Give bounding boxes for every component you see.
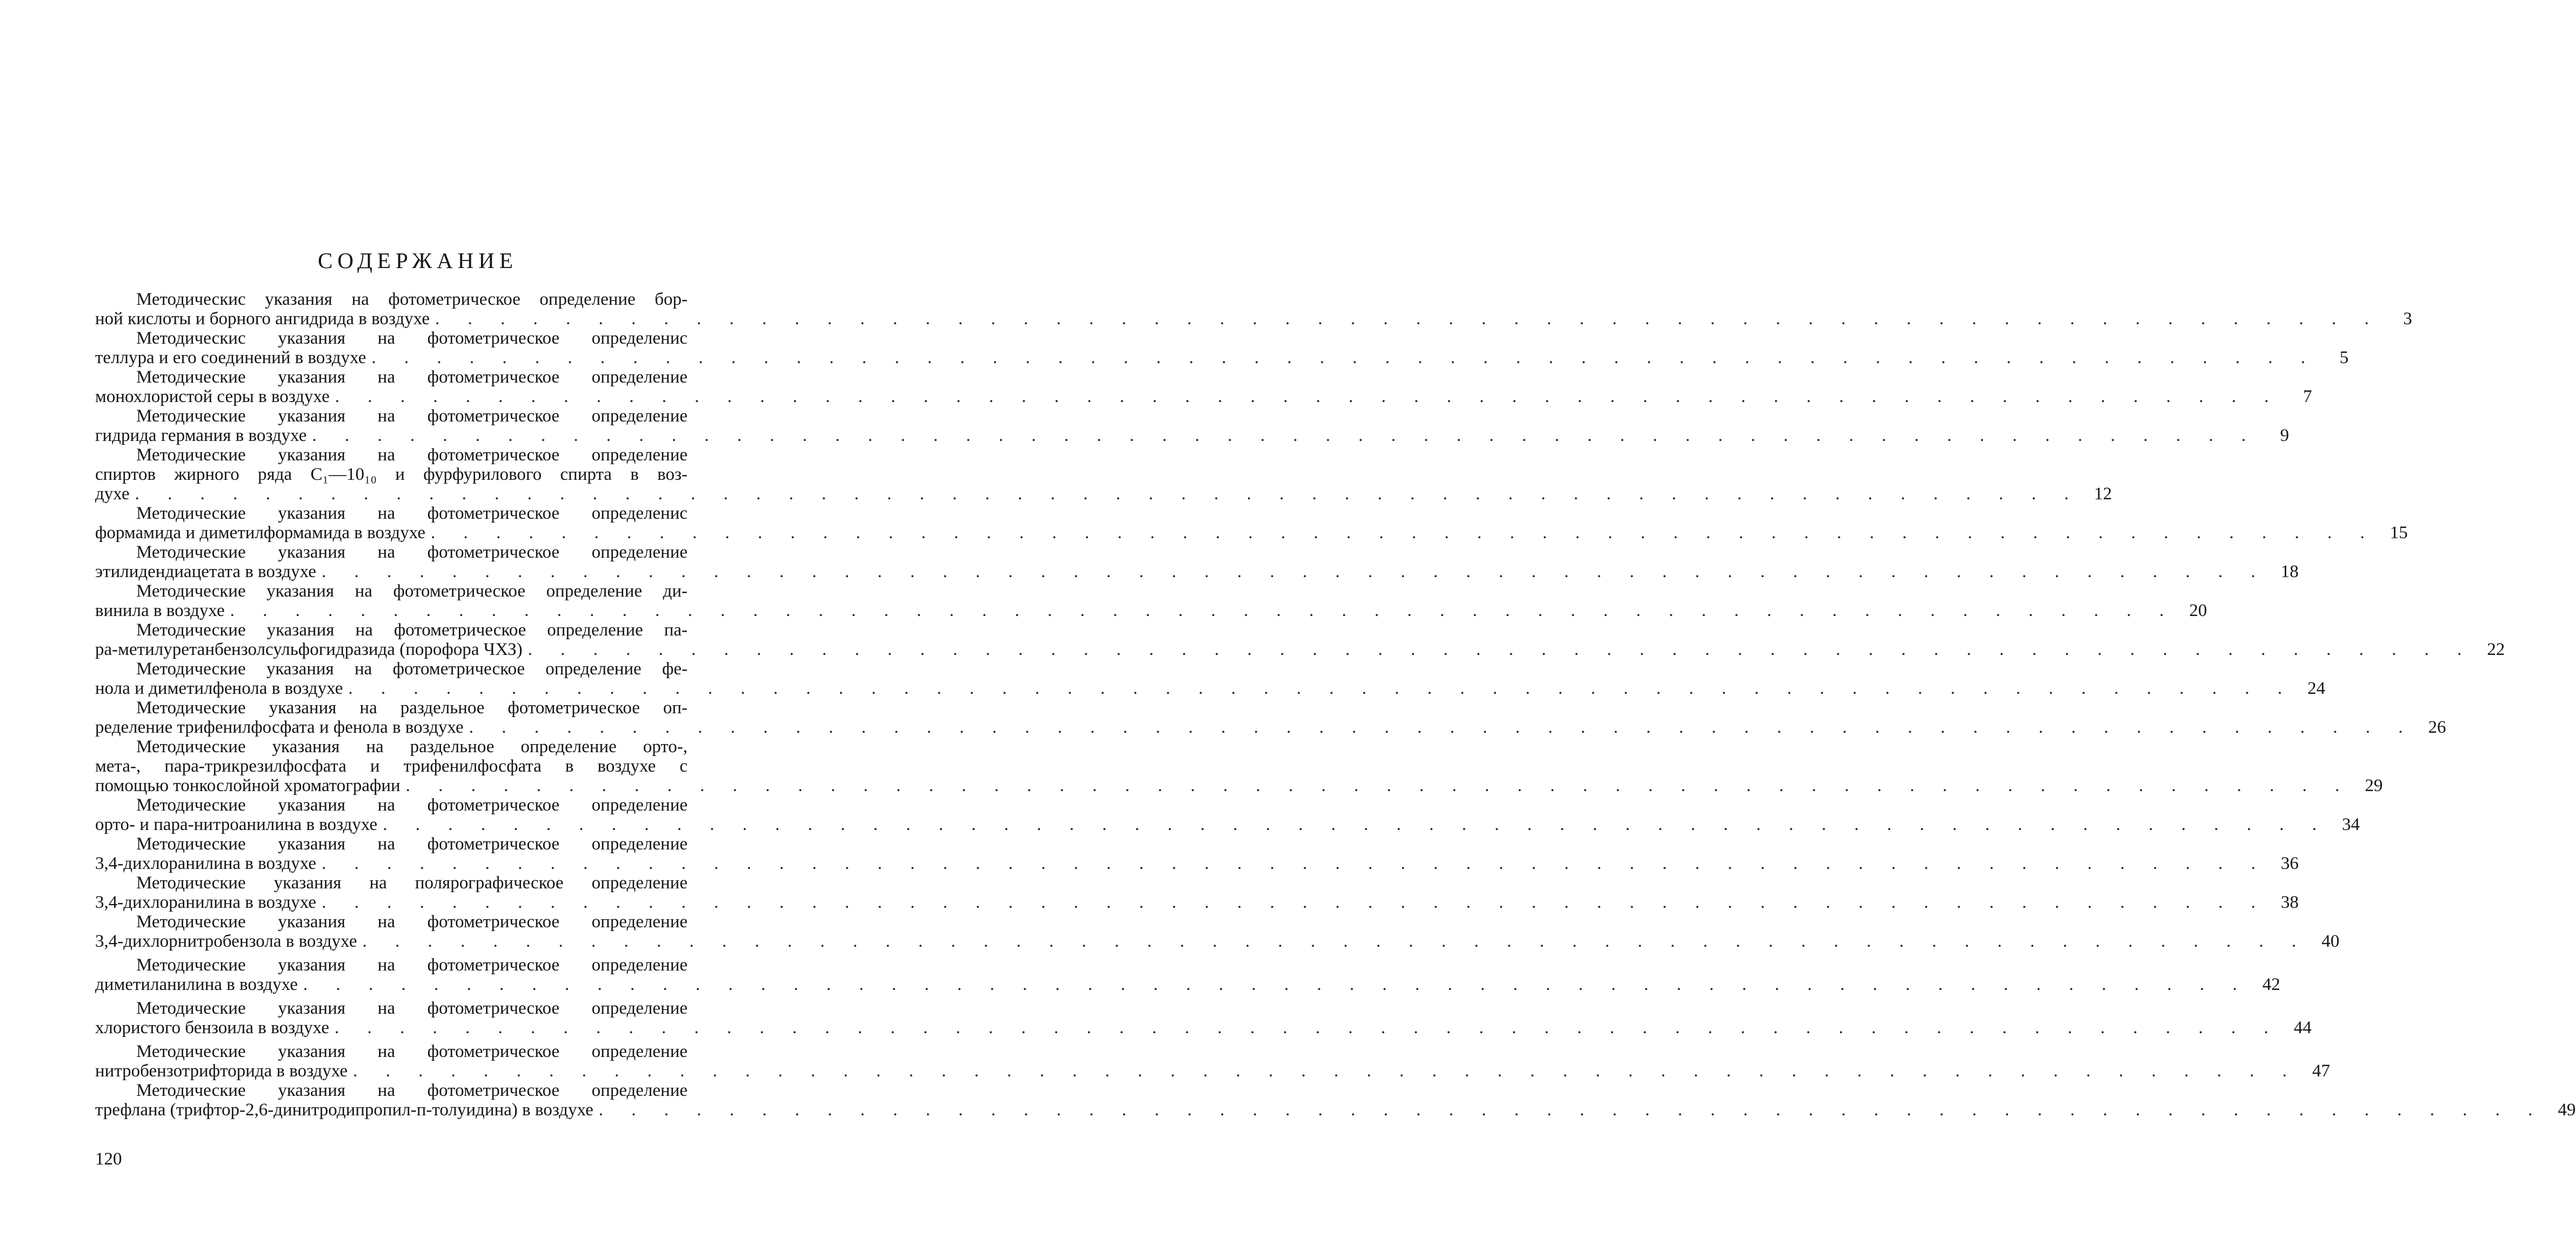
toc-entry-line: Методические указания на фотометрическое определение	[136, 406, 688, 426]
toc-entry	[95, 581, 2207, 620]
toc-page-number: 3	[2403, 309, 2412, 329]
toc-page-number: 40	[2321, 932, 2340, 951]
toc-entry-line: Методические указания на фотометрическое определение	[136, 445, 688, 465]
dot-leader: . . . . . . . . . . . . . . . . . . . . . . . . . . . . . . . . . . . . . . . . . . . . . . . . . . . . . . . . . . . .	[435, 309, 2381, 329]
dot-leader: . . . . . . . . . . . . . . . . . . . . . . . . . . . . . . . . . . . . . . . . . . . . . . . . . . . . . . . . . . . .	[431, 523, 2377, 543]
toc-entry	[95, 834, 2299, 873]
dot-leader: . . . . . . . . . . . . . . . . . . . . . . . . . . . . . . . . . . . . . . . . . . . . . . . . . . . . . . . . . . . .	[321, 562, 2267, 581]
dot-leader: . . . . . . . . . . . . . . . . . . . . . . . . . . . . . . . . . . . . . . . . . . . . . . . . . . . . . . . . . . . .	[528, 640, 2474, 659]
toc-entry-line: теллура и его соединений в воздухе	[95, 348, 366, 367]
toc-entry-line: Методические указания на фотометрическое определение	[136, 795, 688, 815]
dot-leader: . . . . . . . . . . . . . . . . . . . . . . . . . . . . . . . . . . . . . . . . . . . . . . . . . . . . . . . . . . . .	[383, 815, 2328, 834]
toc-entry	[95, 406, 2290, 445]
toc-entry-line: Методические указания на раздельное определение орто-,	[136, 737, 688, 757]
toc-entry	[95, 1081, 2576, 1120]
toc-entry	[95, 329, 2349, 367]
toc-entry-line: 3,4-дихлорнитробензола в воздухе	[95, 932, 357, 951]
toc-entry-last-line	[95, 679, 2326, 698]
toc-entry-line: помощью тонкослойной хроматографии	[95, 776, 401, 795]
toc-entry-line: Методические указания на фотометрическое определение	[136, 1081, 688, 1100]
toc-entry-line: Методические указания на фотометрическое определение	[136, 367, 688, 387]
toc-entry	[95, 1042, 2330, 1081]
toc-entry-line: Методические указания на фотометрическое определенис	[136, 504, 688, 523]
toc-entry-line: нола и диметилфенола в воздухе	[95, 679, 343, 698]
toc-entry	[95, 659, 2326, 698]
toc-page-number: 12	[2094, 484, 2112, 504]
toc-entry-line: мета-, пара-трикрезилфосфата и трифенилфосфата в воздухе с	[95, 757, 688, 776]
dot-leader: . . . . . . . . . . . . . . . . . . . . . . . . . . . . . . . . . . . . . . . . . . . . . . . . . . . . . . . . . . . .	[371, 348, 2318, 367]
toc-page-number: 22	[2487, 640, 2505, 659]
toc-entry-last-line	[95, 387, 2312, 406]
page-number: 120	[95, 1149, 122, 1169]
toc-entry	[95, 873, 2299, 912]
toc-entry	[95, 367, 2312, 406]
toc-entry-line: духе	[95, 484, 130, 504]
dot-leader: . . . . . . . . . . . . . . . . . . . . . . . . . . . . . . . . . . . . . . . . . . . . . . . . . . . . . . . . . . . .	[362, 932, 2308, 951]
toc-page-number: 44	[2293, 1018, 2312, 1038]
toc-entry-line: Методические указания на фотометрическое определение па-	[136, 620, 688, 640]
toc-page-number: 38	[2280, 893, 2299, 912]
toc-page-number: 24	[2307, 679, 2326, 698]
toc-entry-last-line	[95, 640, 2505, 659]
toc-page-number: 20	[2189, 601, 2207, 620]
toc-entry-last-line	[95, 1061, 2330, 1081]
toc-page-number: 36	[2280, 854, 2299, 873]
toc-entry-line: Методические указания на фотометрическое определение	[136, 955, 688, 975]
toc-page-number: 34	[2341, 815, 2360, 834]
toc-entry-line: Методические указания на раздельное фотометрическое оп-	[136, 698, 688, 718]
toc-entry-line: ределение трифенилфосфата и фенола в воздухе	[95, 718, 464, 737]
dot-leader: . . . . . . . . . . . . . . . . . . . . . . . . . . . . . . . . . . . . . . . . . . . . . . . . . . . . . . . . . . . .	[469, 718, 2415, 737]
toc-entry-last-line	[95, 1100, 2576, 1120]
toc-entry-line: диметиланилина в воздухе	[95, 975, 298, 994]
toc-page-number: 9	[2280, 426, 2290, 445]
dot-leader: . . . . . . . . . . . . . . . . . . . . . . . . . . . . . . . . . . . . . . . . . . . . . . . . . . . . . . . . . . . .	[322, 893, 2267, 912]
toc-entry-line: Методические указания на фотометрическое определение	[136, 834, 688, 854]
toc-entry-line: спиртов жирного ряда C₁—10₁₀ и фурфурилового спирта в воз-	[95, 465, 688, 484]
page-title: СОДЕРЖАНИЕ	[318, 248, 518, 273]
toc-entry	[95, 737, 2383, 795]
toc-entry-last-line	[95, 854, 2299, 873]
toc-page-number: 15	[2390, 523, 2408, 543]
toc-entry	[95, 955, 2280, 994]
toc-entry-last-line	[95, 975, 2280, 994]
dot-leader: . . . . . . . . . . . . . . . . . . . . . . . . . . . . . . . . . . . . . . . . . . . . . . . . . . . . . . . . . . . .	[303, 975, 2249, 994]
toc-entry-line: Методические указания на фотометрическое определение	[136, 999, 688, 1018]
toc-entry-last-line	[95, 523, 2408, 543]
toc-entry-line: Методические указания на фотометрическое определение	[136, 543, 688, 562]
toc-entry-line: 3,4-дихлоранилина в воздухе	[95, 854, 317, 873]
toc-entry	[95, 543, 2299, 581]
toc-entry	[95, 912, 2340, 951]
toc-entry-line: хлористого бензоила в воздухе	[95, 1018, 329, 1038]
toc-entry-line: нитробензотрифторида в воздухе	[95, 1061, 348, 1081]
toc-entry-line: формамида и диметилформамида в воздухе	[95, 523, 426, 543]
dot-leader: . . . . . . . . . . . . . . . . . . . . . . . . . . . . . . . . . . . . . . . . . . . . . . . . . . . . . . . . . . . .	[598, 1100, 2545, 1120]
toc-entry-line: Методическис указания на фотометрическое определенис	[136, 329, 688, 348]
dot-leader: . . . . . . . . . . . . . . . . . . . . . . . . . . . . . . . . . . . . . . . . . . . . . . . . . . . . . . . . . . . .	[312, 426, 2258, 445]
toc-entry-last-line	[95, 601, 2207, 620]
toc-entry-last-line	[95, 932, 2340, 951]
toc-entry	[95, 445, 2112, 504]
toc-page-number: 29	[2365, 776, 2383, 795]
toc-page-number: 47	[2312, 1061, 2330, 1081]
toc-entry	[95, 698, 2446, 737]
toc-entry-line: винила в воздухе	[95, 601, 225, 620]
toc-entry	[95, 620, 2505, 659]
toc-page-number: 5	[2339, 348, 2349, 367]
toc-entry-line: орто- и пара-нитроанилина в воздухе	[95, 815, 378, 834]
dot-leader: . . . . . . . . . . . . . . . . . . . . . . . . . . . . . . . . . . . . . . . . . . . . . . . . . . . . . . . . . . . .	[335, 387, 2281, 406]
toc-entry-line: 3,4-дихлоранилина в воздухе	[95, 893, 317, 912]
dot-leader: . . . . . . . . . . . . . . . . . . . . . . . . . . . . . . . . . . . . . . . . . . . . . . . . . . . . . . . . . . . .	[353, 1061, 2299, 1081]
toc-entry-line: трефлана (трифтор-2,6-динитродипропил-п-толуидина) в воздухе	[95, 1100, 593, 1120]
dot-leader: . . . . . . . . . . . . . . . . . . . . . . . . . . . . . . . . . . . . . . . . . . . . . . . . . . . . . . . . . . . .	[322, 854, 2267, 873]
toc-entry-last-line	[95, 1018, 2312, 1038]
toc-entry-last-line	[95, 484, 2112, 504]
toc-entry	[95, 999, 2312, 1038]
dot-leader: . . . . . . . . . . . . . . . . . . . . . . . . . . . . . . . . . . . . . . . . . . . . . . . . . . . . . . . . . . . .	[230, 601, 2176, 620]
toc-entry-last-line	[95, 348, 2349, 367]
toc-entry-last-line	[95, 309, 2412, 329]
toc-page-number: 42	[2262, 975, 2280, 994]
toc-entry	[95, 504, 2408, 543]
toc-entry-line: ной кислоты и борного ангидрида в воздухе	[95, 309, 430, 329]
dot-leader: . . . . . . . . . . . . . . . . . . . . . . . . . . . . . . . . . . . . . . . . . . . . . . . . . . . . . . . . . . . .	[135, 484, 2081, 504]
toc-entry-line: Методические указания на фотометрическое определение фе-	[136, 659, 688, 679]
toc-entry-line: гидрида германия в воздухе	[95, 426, 307, 445]
dot-leader: . . . . . . . . . . . . . . . . . . . . . . . . . . . . . . . . . . . . . . . . . . . . . . . . . . . . . . . . . . . .	[335, 1018, 2280, 1038]
toc-entry-last-line	[95, 426, 2290, 445]
toc-entry-last-line	[95, 718, 2446, 737]
toc-entry-line: ра-метилуретанбензолсульфогидразида (пoрофора ЧХЗ)	[95, 640, 523, 659]
toc-entry-line: Методические указания на фотометрическое определение	[136, 1042, 688, 1061]
toc-entry-last-line	[95, 776, 2383, 795]
toc-entry	[95, 290, 2412, 329]
toc-entry-line: этилидендиацетата в воздухе	[95, 562, 316, 581]
toc-entry-line: Методическис указания на фотометрическое определение бор-	[136, 290, 688, 309]
toc-page-number: 49	[2558, 1100, 2576, 1120]
toc-entry-line: монохлористой серы в воздухе	[95, 387, 330, 406]
dot-leader: . . . . . . . . . . . . . . . . . . . . . . . . . . . . . . . . . . . . . . . . . . . . . . . . . . . . . . . . . . . .	[348, 679, 2294, 698]
toc-page-number: 26	[2428, 718, 2446, 737]
toc-entry-last-line	[95, 562, 2299, 581]
toc-entry-line: Методические указания на фотометрическое определение	[136, 912, 688, 932]
toc-entry-last-line	[95, 893, 2299, 912]
toc-entry-last-line	[95, 815, 2360, 834]
toc-entry-line: Методические указания на полярографическое определение	[136, 873, 688, 893]
toc-entry-line: Методические указания на фотометрическое определение ди-	[136, 581, 688, 601]
toc-entry	[95, 795, 2360, 834]
toc-page-number: 7	[2303, 387, 2312, 406]
toc-page-number: 18	[2280, 562, 2299, 581]
dot-leader: . . . . . . . . . . . . . . . . . . . . . . . . . . . . . . . . . . . . . . . . . . . . . . . . . . . . . . . . . . . .	[405, 776, 2352, 795]
